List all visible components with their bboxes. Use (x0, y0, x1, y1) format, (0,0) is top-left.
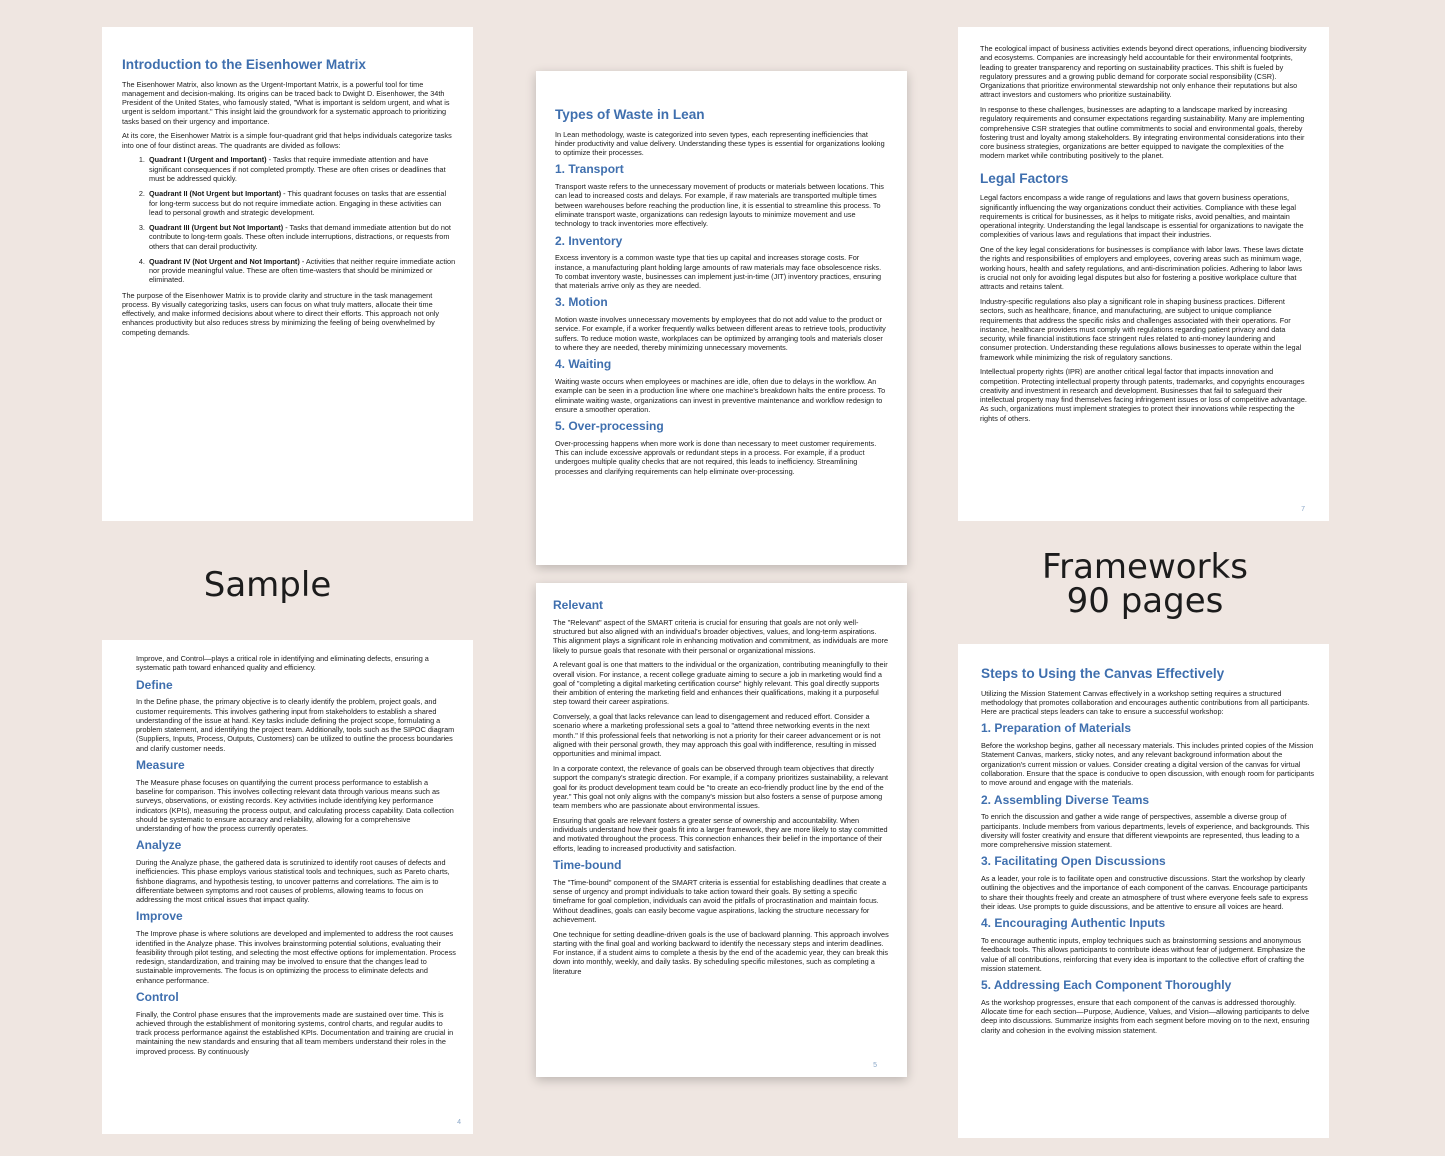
quadrant-title: Quadrant IV (Not Urgent and Not Important) (149, 256, 300, 266)
paragraph: As the workshop progresses, ensure that each component of the canvas is addressed thoroughly. Allocate time for each section—Purpose, Audience, Values, and Vision—allowing participants to delve deep into discussions. Summarize insights from each segment before moving on to the next, ensuring clarity and cohesion in the evolving mission statement. (981, 997, 1310, 1035)
paragraph: The "Time-bound" component of the SMART criteria is essential for establishing deadlines that create a sense of urgency and prompt individuals to take action toward their goals. By setting a specific timeframe for goal completion, individuals can avoid the pitfalls of procrastination and maintain focus. Without deadlines, goals can easily become vague aspirations, lacking the structure necessary for achievement. (553, 877, 887, 924)
paragraph: Over-processing happens when more work is done than necessary to meet customer requirements. This can include excessive approvals or redundant steps in a process. For example, if a product undergoes multiple quality checks that are not required, this leads to inefficiency. Streamlining processes and clarifying requirements can help eliminate over-processing. (555, 438, 877, 476)
paragraph: Transport waste refers to the unnecessary movement of products or materials between locations. This can lead to increased costs and delays. For example, if raw materials are transported multiple times between warehouses before reaching the production line, it is essential to streamline this process. To eliminate transport waste, organizations can redesign layouts to minimize movement and use technology to track inventories more effectively. (555, 182, 884, 229)
section-heading: 3. Facilitating Open Discussions (981, 854, 1166, 869)
list-item (147, 189, 456, 217)
paragraph: The Improve phase is where solutions are developed and implemented to address the root causes identified in the Analyze phase. This involves brainstorming potential solutions, evaluating their feasibility through pilot testing, and selecting the most effective options for implementation. Process redesign, standardization, and training may be involved to ensure that the changes lead to sustainable improvements. The focus is on optimizing the process to eliminate defects and enhance performance. (136, 929, 456, 985)
paragraph: Finally, the Control phase ensures that the improvements made are sustained over time. This is achieved through the establishment of monitoring systems, control charts, and regular audits to track process performance against the established KPIs. Documentation and training are crucial in maintaining the new standards and ensuring that all team members understand their roles in the improved process. By continuously (136, 1009, 454, 1056)
section-heading: 2. Inventory (555, 233, 623, 248)
caption-page-count: 90 pages (1066, 581, 1224, 621)
list-item (147, 155, 456, 183)
paragraph: Conversely, a goal that lacks relevance can lead to disengagement and reduced effort. Consider a scenario where a marketing professional sets a goal to "attend three networking events in the next month." If this professional feels that networking is not a priority for their career advancement or is not aligned with their personal growth, they may approach this goal with indifference, resulting in missed opportunities and minimal impact. (553, 712, 881, 759)
page-smart-criteria (536, 583, 907, 1077)
page-heading: Legal Factors (980, 170, 1069, 186)
paragraph: The purpose of the Eisenhower Matrix is to provide clarity and structure in the task management process. By visually categorizing tasks, users can focus on what truly matters, allocate their time effectively, and make informed decisions about where to direct their efforts. This approach not only enhances productivity but also reduces stress by minimizing the feeling of being overwhelmed by competing demands. (122, 290, 440, 337)
section-heading: Define (136, 677, 173, 692)
quadrant-title: Quadrant III (Urgent but Not Important) (149, 223, 284, 233)
page-legal-factors (958, 27, 1329, 521)
section-heading: 5. Over-processing (555, 419, 664, 434)
page-number: 7 (1301, 506, 1305, 514)
paragraph: Industry-specific regulations also play a significant role in shaping business practices. Different sectors, such as healthcare, finance, and manufacturing, are subject to unique compliance requirements that address the specific risks and challenges associated with their operations. For instance, healthcare providers must comply with regulations regarding patient privacy and data security, while financial institutions face stringent rules related to anti-money laundering and consumer protection. Understanding these regulations allows businesses to operate within the legal framework while minimizing the risk of regulatory sanctions. (980, 296, 1302, 362)
paragraph: Ensuring that goals are relevant fosters a greater sense of ownership and accountability. When individuals understand how their goals fit into a larger framework, they are more likely to stay committed and motivated throughout the process. This connection enhances their belief in the importance of their efforts, leading to increased productivity and satisfaction. (553, 815, 888, 853)
paragraph: A relevant goal is one that matters to the individual or the organization, contributing meaningfully to their overall vision. For instance, a recent college graduate aiming to secure a job in marketing would find a goal of "completing a digital marketing certification course" highly relevant. This goal directly supports their ambition of entering the marketing field and enhances their qualifications, making it a purposeful step toward their career aspirations. (553, 660, 888, 707)
quadrant-text: - Activities that neither require immediate action nor provide meaningful value. These are often time-wasters that should be minimized or eliminated. (149, 256, 456, 285)
page-dmaic (102, 640, 473, 1134)
paragraph: One technique for setting deadline-driven goals is the use of backward planning. This approach involves starting with the final goal and working backward to identify the necessary steps and interim deadlines. For instance, if a student aims to complete a thesis by the end of the academic year, they can break this down into monthly, weekly, and daily tasks. By scheduling specific milestones, such as completing a literature (553, 929, 889, 976)
quadrant-text: - This quadrant focuses on tasks that are essential for long-term success but do not require immediate action. Engaging in these activities can lead to personal growth and strategic development. (149, 189, 447, 217)
paragraph: Excess inventory is a common waste type that ties up capital and increases storage costs. For instance, a manufacturing plant holding large amounts of raw materials may face obsolescence risks. To combat inventory waste, businesses can implement just-in-time (JIT) inventory practices, ensuring that materials arrive only as they are needed. (555, 253, 882, 291)
section-heading: Measure (136, 757, 185, 772)
paragraph: To enrich the discussion and gather a wide range of perspectives, assemble a diverse group of participants. Include members from various departments, levels of experience, and backgrounds. This diversity will foster creativity and ensure that different viewpoints are represented, thus leading to a more comprehensive mission statement. (981, 812, 1310, 850)
section-heading: 1. Preparation of Materials (981, 721, 1132, 736)
page-eisenhower-matrix (102, 27, 473, 521)
paragraph: Legal factors encompass a wide range of regulations and laws that govern business operations, significantly influencing the way organizations conduct their activities. Compliance with these legal requirements is critical for businesses, as it helps to mitigate risks, avoid penalties, and maintain operational integrity. Understanding the legal landscape is essential for organizations to navigate the complexities of various laws and regulations that impact their industries. (980, 193, 1304, 240)
paragraph: At its core, the Eisenhower Matrix is a simple four-quadrant grid that helps individuals categorize tasks into one of four distinct areas. The quadrants are divided as follows: (122, 131, 452, 150)
page-heading: Types of Waste in Lean (555, 107, 705, 122)
paragraph: The Eisenhower Matrix, also known as the Urgent-Important Matrix, is a powerful tool for time management and decision-making. Its origins can be traced back to Dwight D. Eisenhower, the 34th President of the United States, who famously stated, "What is important is seldom urgent, and what is urgent is seldom important." This insight laid the groundwork for a systematic approach to prioritizing tasks based on their urgency and importance. (122, 79, 450, 126)
page-canvas-steps (958, 644, 1329, 1138)
section-heading: Analyze (136, 838, 182, 853)
paragraph: In a corporate context, the relevance of goals can be observed through team objectives that directly support the company's strategic direction. For example, if a company prioritizes sustainability, a relevant goal for its product development team could be "to create an eco-friendly product line by the end of the year." This goal not only aligns with the company's mission but also fosters a sense of purpose among team members who are passionate about environmental issues. (553, 764, 889, 811)
section-heading: Time-bound (553, 857, 622, 872)
paragraph: In response to these challenges, businesses are adapting to a landscape marked by increasing regulatory requirements and consumer expectations regarding sustainability. Many are implementing comprehensive CSR strategies that outline commitments to social and environmental goals, thereby fostering trust and loyalty among stakeholders. By integrating environmental considerations into their core business strategies, organizations are better equipped to navigate the complexities of the modern market while contributing positively to the planet. (980, 105, 1305, 161)
quadrant-list (122, 155, 456, 284)
page-number: 4 (457, 1119, 461, 1127)
paragraph: The ecological impact of business activities extends beyond direct operations, influencing biodiversity and ecosystems. Companies are increasingly held accountable for their environmental footprints, leading to greater transparency and reporting on sustainability practices. This shift is fueled by regulatory pressures and a growing public demand for corporate social responsibility (CSR). Organizations that prioritize environmental stewardship not only enhance their reputations but also attract investors and customers who prioritize sustainability. (980, 44, 1307, 100)
paragraph: Motion waste involves unnecessary movements by employees that do not add value to the product or service. For example, if a worker frequently walks between different areas to retrieve tools, productivity suffers. To reduce motion waste, workplaces can be optimized by arranging tools and materials closer to where they are needed, thereby minimizing unnecessary movements. (555, 315, 886, 352)
section-heading: 1. Transport (555, 162, 624, 177)
paragraph: One of the key legal considerations for businesses is compliance with labor laws. These laws dictate the rights and responsibilities of employers and employees, covering areas such as minimum wage, working hours, health and safety regulations, and anti-discrimination policies. Adhering to labor laws is crucial not only for avoiding legal disputes but also for fostering a positive workplace culture that attracts and retains talent. (980, 245, 1304, 292)
paragraph: Utilizing the Mission Statement Canvas effectively in a workshop setting requires a structured methodology that promotes collaboration and encourages authentic contributions from all participants. Here are practical steps leaders can take to ensure a successful workshop: (981, 688, 1310, 717)
paragraph: The "Relevant" aspect of the SMART criteria is crucial for ensuring that goals are not only well-structured but also aligned with an individual's broader objectives, values, and long-term aspirations. This alignment plays a significant role in enhancing motivation and commitment, as individuals are more likely to pursue goals that resonate with their personal or organizational missions. (553, 617, 889, 655)
page-heading: Steps to Using the Canvas Effectively (981, 666, 1225, 681)
section-heading: 4. Waiting (555, 357, 612, 372)
section-heading: Control (136, 989, 179, 1004)
quadrant-title: Quadrant II (Not Urgent but Important) (149, 189, 282, 199)
caption-sample: Sample (203, 565, 332, 605)
quadrant-text: - Tasks that require immediate attention and have significant consequences if not completed promptly. These are often crises or deadlines that must be addressed quickly. (149, 155, 446, 184)
paragraph: During the Analyze phase, the gathered data is scrutinized to identify root causes of defects and inefficiencies. This phase employs various statistical tools and techniques, such as Pareto charts, fishbone diagrams, and hypothesis testing, to uncover patterns and correlations. The aim is to differentiate between symptoms and root causes of problems, allowing teams to focus on addressing the most critical issues that impact quality. (136, 858, 450, 905)
paragraph: Improve, and Control—plays a critical role in identifying and eliminating defects, ensuring a systematic path toward enhanced quality and efficiency. (136, 654, 429, 673)
paragraph: Waiting waste occurs when employees or machines are idle, often due to delays in the workflow. An example can be seen in a production line where one machine's breakdown halts the entire process. To eliminate waiting waste, organizations can invest in preventive maintenance and workflow redesign to ensure a smoother operation. (555, 377, 886, 414)
list-item (147, 257, 456, 285)
quadrant-text: - Tasks that demand immediate attention but do not contribute to long-term goals. These often include interruptions, distractions, or requests from others that can derail productivity. (149, 223, 451, 251)
section-heading: 5. Addressing Each Component Thoroughly (981, 978, 1232, 993)
caption-frameworks (1010, 547, 1280, 621)
section-heading: 2. Assembling Diverse Teams (981, 792, 1150, 807)
quadrant-title: Quadrant I (Urgent and Important) (149, 155, 267, 165)
paragraph: In Lean methodology, waste is categorized into seven types, each representing inefficiencies that hinder productivity and value delivery. Understanding these types is essential for organizations looking to optimize their processes. (555, 129, 885, 158)
paragraph: As a leader, your role is to facilitate open and constructive discussions. Start the workshop by clearly outlining the objectives and the importance of each component of the canvas. Encourage participants to share their thoughts freely and create an atmosphere of trust where everyone feels safe to express their ideas. Use prompts to guide discussions, and be attentive to ensure all voices are heard. (981, 874, 1308, 911)
section-heading: 4. Encouraging Authentic Inputs (981, 916, 1166, 931)
page-heading: Introduction to the Eisenhower Matrix (122, 57, 366, 72)
paragraph: Intellectual property rights (IPR) are another critical legal factor that impacts innovation and competition. Protecting intellectual property through patents, trademarks, and copyrights encourages creativity and investment in research and development. Businesses that fail to safeguard their intellectual property may find themselves facing infringement issues or loss of competitive advantage. As such, organizations must implement strategies to protect their innovations while respecting the rights of others. (980, 367, 1307, 423)
list-item (147, 223, 456, 251)
paragraph: In the Define phase, the primary objective is to clearly identify the problem, project goals, and customer requirements. This involves gathering input from stakeholders to establish a shared understanding of the issue at hand. Key tasks include defining the project scope, formulating a problem statement, and identifying the project team. Additionally, tools such as the SIPOC diagram (Suppliers, Inputs, Process, Outputs, Customers) can be utilized to outline the process boundaries and clarify customer needs. (136, 697, 455, 753)
section-heading: Relevant (553, 598, 604, 612)
paragraph: The Measure phase focuses on quantifying the current process performance to establish a baseline for comparison. This involves collecting relevant data through various means such as surveys, observations, or existing records. Key activities include identifying key performance indicators (KPIs), measuring the process output, and calculating process capability. Data collection should be systematic to ensure accuracy and reliability, allowing for a comprehensive understanding of how the process currently operates. (136, 777, 454, 834)
page-types-of-waste (536, 71, 907, 565)
paragraph: Before the workshop begins, gather all necessary materials. This includes printed copies of the Mission Statement Canvas, markers, sticky notes, and any relevant background information about the organization's current mission or values. Consider creating a digital version of the canvas for virtual collaboration. Ensure that the space is conducive to open discussion, with enough room for participants to move around and engage with the materials. (981, 741, 1315, 788)
paragraph: To encourage authentic inputs, employ techniques such as brainstorming sessions and anonymous feedback tools. This allows participants to contribute ideas without fear of judgement. Emphasize the value of all contributions, reinforcing that every idea is important to the collective effort of crafting the mission statement. (981, 936, 1306, 973)
page-number: 5 (873, 1062, 877, 1070)
section-heading: Improve (136, 909, 183, 924)
section-heading: 3. Motion (555, 295, 608, 310)
caption-frameworks-title: Frameworks (1042, 547, 1248, 587)
